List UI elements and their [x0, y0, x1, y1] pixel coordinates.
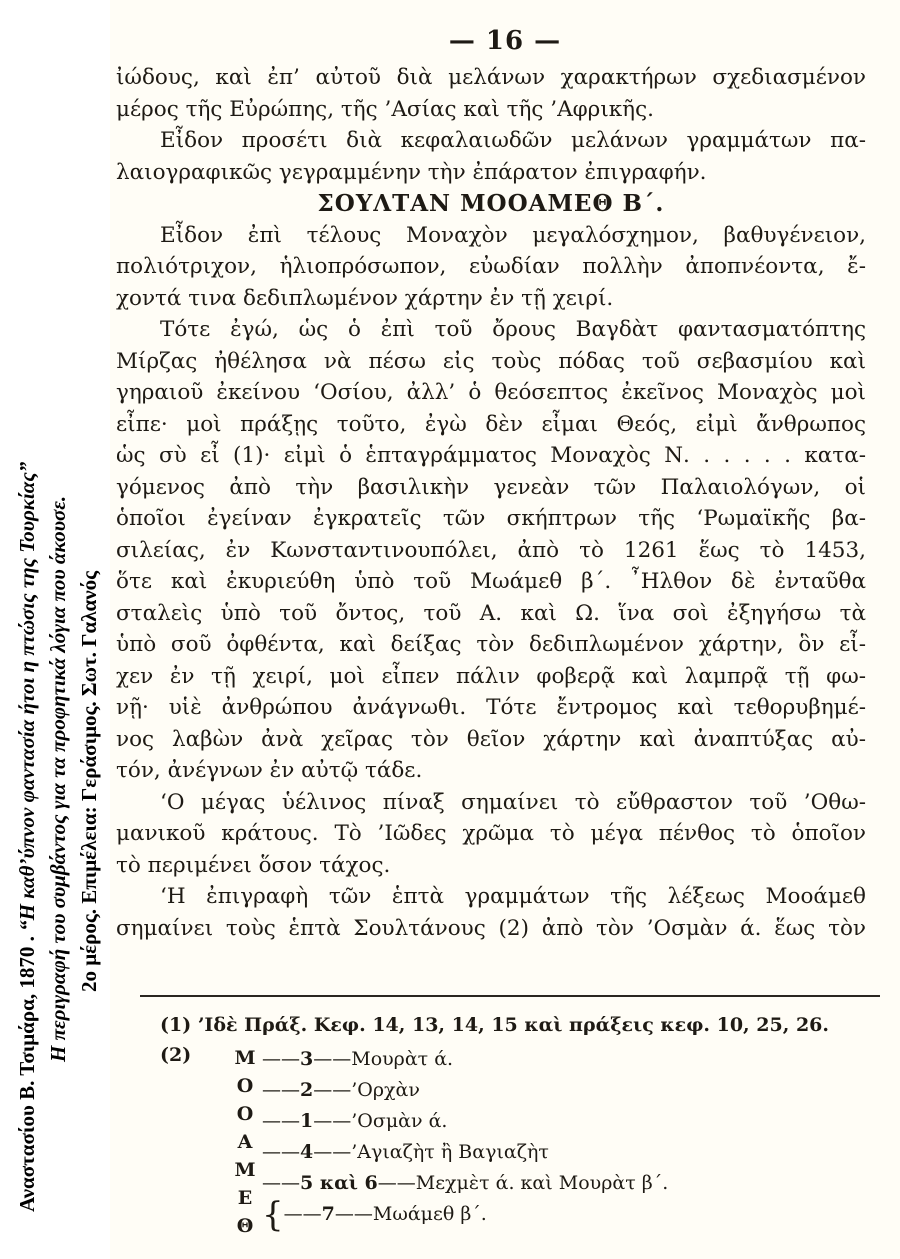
- footnote-letter: Ε: [237, 1187, 253, 1209]
- page-body: [116, 62, 866, 944]
- caption-line-1: [14, 462, 40, 1212]
- text-line: λαιογραφικῶς γεγραμμένην τὴν ἐπάρατον ἐπιγραφήν.: [116, 159, 707, 185]
- sultan-name: Μωάμεθ β΄.: [372, 1203, 487, 1225]
- dash-connector: ——: [262, 1048, 300, 1070]
- dash-connector: ——: [313, 1048, 352, 1070]
- text-line: μέρος τῆς Εὐρώπης, τῆς ’Ασίας καὶ τῆς ’Αφρικῆς.: [116, 96, 654, 122]
- dash-connector: ——: [313, 1079, 352, 1101]
- sultan-name: Μουρὰτ ά.: [351, 1048, 454, 1070]
- sultan-name: Μεχμὲτ ά. καὶ Μουρὰτ β΄.: [415, 1172, 669, 1194]
- footnote-letter: Α: [237, 1131, 253, 1153]
- text-line: σιλείας, ἐν Κωνσταντινουπόλει, ἀπὸ τὸ 1261 ἕως τὸ 1453,: [116, 537, 866, 563]
- text-line: εἶπε· μοὶ πράξῃς τοῦτο, ἐγὼ δὲν εἶμαι Θεός, εἰμὶ ἄνθρωπος: [116, 411, 866, 437]
- text-line: τὸ περιμένει ὅσον τάχος.: [116, 852, 391, 878]
- text-line: γηραιοῦ ἐκείνου ‘Οσίου, ἀλλ’ ὁ θεόσεπτος ἐκεῖνος Μοναχὸς μοὶ: [116, 380, 866, 405]
- sultan-order-number: 1: [300, 1110, 314, 1132]
- text-line: νος λαβὼν ἀνὰ χεῖρας τὸν θεῖον χάρτην καὶ ἀναπτύξας αὐ-: [116, 726, 866, 752]
- footnote-letter: Μ: [234, 1159, 256, 1181]
- dash-connector: ——: [334, 1203, 373, 1225]
- dash-connector: ——: [283, 1203, 322, 1225]
- text-line: ὁποῖοι ἐγείναν ἐγκρατεῖς τῶν σκήπτρων τῆς ‘Ρωμαϊκῆς βα-: [116, 506, 866, 531]
- section-heading: ΣΟΥΛΤΑΝ ΜΟΟΑΜΕΘ Β΄.: [317, 190, 665, 217]
- sultan-row: [262, 1106, 668, 1137]
- text-line: ὅτε καὶ ἐκυριεύθη ὑπὸ τοῦ Μωάμεθ β΄. ῏Ηλθον δὲ ἐνταῦθα: [116, 569, 866, 594]
- sultan-name: ’Οσμὰν ά.: [351, 1110, 448, 1132]
- dash-connector: ——: [313, 1141, 352, 1163]
- caption-work-title: “Η καθ’ύπνον φαντασία ήτοι η πτώσις της Τουρκίας”: [15, 461, 39, 931]
- footnote-rule: [140, 995, 880, 997]
- footnote-2: [160, 1040, 880, 1240]
- footnote-2-label: (2): [160, 1044, 192, 1066]
- caption-author-year: Αναστασίου Β. Τσιμάρα, 1870 .: [15, 930, 39, 1212]
- sultan-row: [262, 1168, 668, 1199]
- sultan-order-number: 4: [300, 1141, 314, 1163]
- text-line: ‘Ο μέγας ὑέλινος πίναξ σημαίνει τὸ εὔθραστον τοῦ ’Οθω-: [160, 789, 866, 815]
- text-line: γόμενος ἀπὸ τὴν βασιλικὴν γενεὰν τῶν Παλαιολόγων, οἱ: [116, 474, 866, 500]
- footnote-letter: Μ: [234, 1047, 256, 1069]
- dash-connector: ——: [262, 1172, 300, 1194]
- text-line: τόν, ἀνέγνων ἐν αὐτῷ τάδε.: [116, 758, 423, 783]
- side-caption: [0, 0, 110, 1259]
- footnote-2-letters: [232, 1044, 258, 1240]
- text-line: Μίρζας ἠθέλησα νὰ πέσω εἰς τοὺς πόδας τοῦ σεβασμίου καὶ: [116, 348, 866, 374]
- text-line: ἰώδους, καὶ ἐπ’ αὐτοῦ διὰ μελάνων χαρακτήρων σχεδιασμένον: [116, 65, 866, 90]
- sultan-order-number: 7: [321, 1203, 335, 1225]
- sultan-row: [262, 1137, 668, 1168]
- text-line: σημαίνει τοὺς ἑπτὰ Σουλτάνους (2) ἀπὸ τὸν ’Οσμὰν ά. ἕως τὸν: [116, 915, 866, 941]
- book-page: [110, 0, 900, 1259]
- page-number: — 16 —: [448, 26, 562, 56]
- text-line: ὡς σὺ εἶ (1)· εἰμὶ ὁ ἑπταγράμματος Μοναχὸς Ν. . . . . . κατα-: [116, 443, 866, 468]
- sultan-row: [262, 1195, 668, 1235]
- dash-connector: ——: [262, 1079, 300, 1101]
- text-line: Εἶδον ἐπὶ τέλους Μοναχὸν μεγαλόσχημον, βαθυγένειον,: [160, 222, 866, 248]
- dash-connector: ——: [377, 1172, 416, 1194]
- dash-connector: ——: [262, 1110, 300, 1132]
- sultan-name: ’Ορχὰν: [351, 1079, 420, 1101]
- text-line: χεν ἐν τῇ χειρί, μοὶ εἶπεν πάλιν φοβερᾷ καὶ λαμπρᾷ τῇ φω-: [116, 663, 866, 689]
- sultan-name: ’Αγιαζὴτ ἢ Βαγιαζὴτ: [351, 1141, 549, 1163]
- text-line: νῇ· υἱὲ ἀνθρώπου ἀνάγνωθι. Τότε ἔντρομος καὶ τεθορυβημέ-: [116, 695, 866, 720]
- text-line: ὑπὸ σοῦ ὀφθέντα, καὶ δείξας τὸν δεδιπλωμένον χάρτην, ὃν εἶ-: [116, 632, 866, 657]
- footnotes: [160, 1010, 880, 1240]
- sultan-row: [262, 1075, 668, 1106]
- footnote-1: (1) ’Ιδὲ Πράξ. Κεφ. 14, 13, 14, 15 καὶ πράξεις κεφ. 10, 25, 26.: [160, 1014, 830, 1036]
- text-line: σταλεὶς ὑπὸ τοῦ ὄντος, τοῦ Α. καὶ Ω. ἵνα σοὶ ἐξηγήσω τὰ: [116, 600, 866, 626]
- text-line: Εἶδον προσέτι διὰ κεφαλαιωδῶν μελάνων γραμμάτων πα-: [160, 128, 866, 153]
- footnote-letter: Θ: [236, 1215, 254, 1237]
- text-line: μανικοῦ κράτους. Τὸ ’Ιῶδες χρῶμα τὸ μέγα πένθος τὸ ὁποῖον: [116, 821, 866, 846]
- text-line: ‘Η ἐπιγραφὴ τῶν ἑπτὰ γραμμάτων τῆς λέξεως Μοοάμεθ: [160, 884, 866, 909]
- dash-connector: ——: [262, 1141, 300, 1163]
- footnote-2-sultan-list: [262, 1044, 669, 1235]
- caption-line-2: Η περιγραφή του συμβάντος για τα προφητικά λόγια που άκουσε.: [46, 495, 70, 1062]
- brace-mark: {: [262, 1195, 284, 1235]
- caption-line-3: 2ο μέρος. Επιμέλεια: Γεράσιμος. Σωτ. Γαλανός: [77, 571, 101, 992]
- text-line: πολιότριχον, ἡλιοπρόσωπον, εὐωδίαν πολλὴν ἀποπνέοντα, ἔ-: [116, 254, 866, 279]
- sultan-order-number: 5 καὶ 6: [300, 1172, 378, 1194]
- footnote-letter: Ο: [236, 1103, 254, 1125]
- sultan-order-number: 3: [300, 1048, 314, 1070]
- footnote-letter: Ο: [236, 1075, 254, 1097]
- side-caption-rotated: [0, 0, 110, 1212]
- sultan-row: [262, 1044, 668, 1075]
- dash-connector: ——: [313, 1110, 352, 1132]
- sultan-order-number: 2: [300, 1079, 314, 1101]
- text-line: χοντά τινα δεδιπλωμένον χάρτην ἐν τῇ χειρί.: [116, 285, 614, 311]
- text-line: Τότε ἐγώ, ὡς ὁ ἐπὶ τοῦ ὄρους Βαγδὰτ φαντασματόπτης: [160, 317, 866, 342]
